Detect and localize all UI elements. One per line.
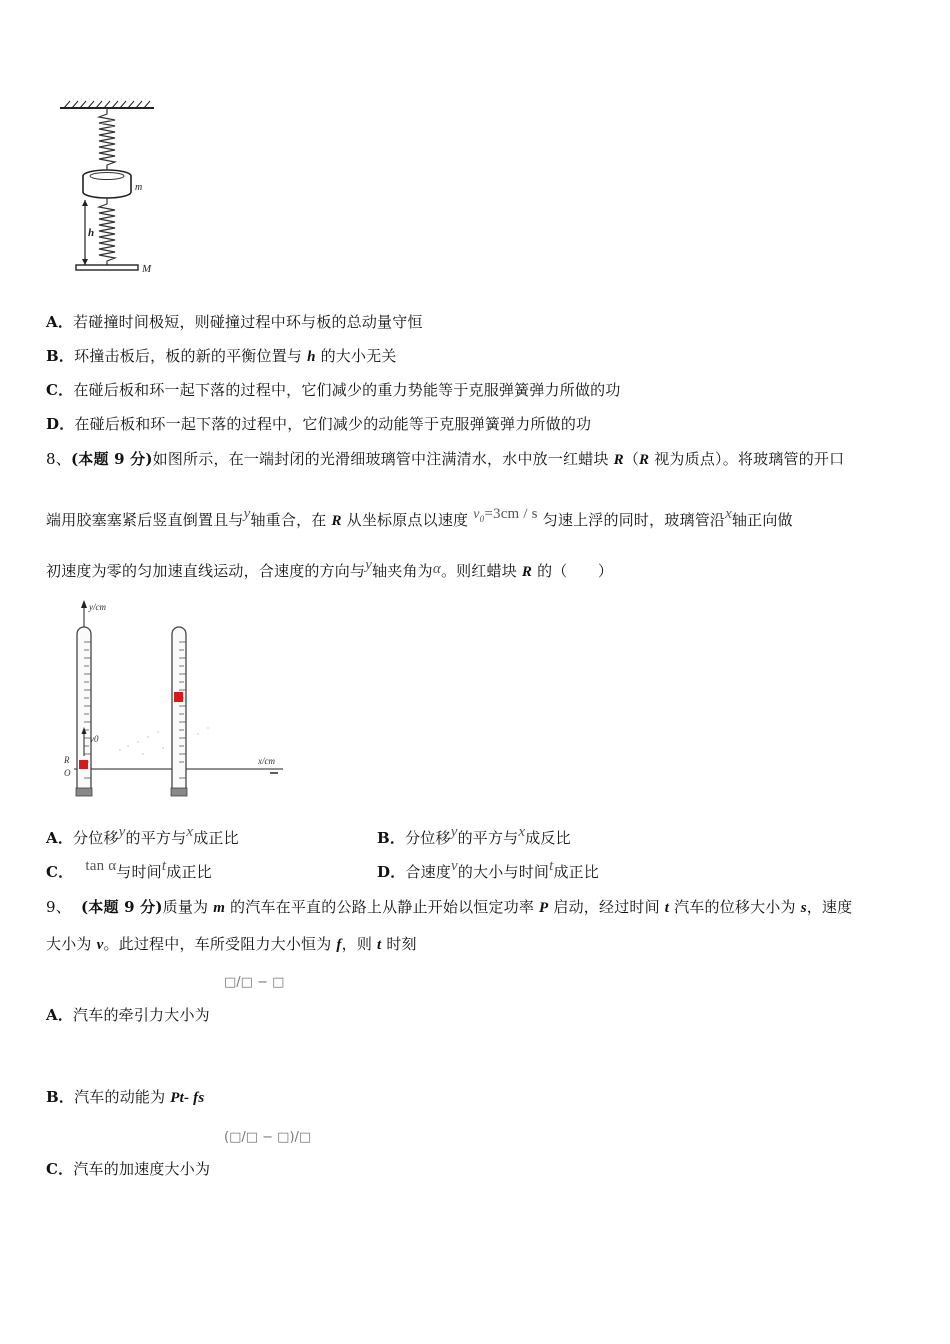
r-label: R <box>64 755 70 765</box>
q9-stem-line1: 9、 (本题 9 分)质量为 m 的汽车在平直的公路上从静止开始以恒定功率 P 启动，经过时间 t 汽车的位移大小为 s，速度 <box>46 898 853 916</box>
y-axis-label: y/cm <box>89 602 106 612</box>
origin-label: O <box>64 768 71 778</box>
q7-option-c: C．在碰后板和环一起下落的过程中，它们减少的重力势能等于克服弹簧弹力所做的功 <box>46 381 621 399</box>
glass-tube-figure <box>58 596 290 800</box>
spring-ring-plate-figure <box>52 100 172 280</box>
q8-option-a: A．分位移y的平方与x成正比 <box>46 824 239 847</box>
q8-option-c: C． tan α与时间t成正比 <box>46 858 212 881</box>
q8-stem-line3: 初速度为零的匀加速直线运动，合速度的方向与y轴夹角为α。则红蜡块 R 的（ ） <box>46 557 614 580</box>
plate-label: M <box>142 263 152 275</box>
q9-option-a: A．汽车的牵引力大小为 <box>46 1006 210 1024</box>
q8-option-b: B．分位移y的平方与x成反比 <box>377 824 571 847</box>
q7-option-a: A．若碰撞时间极短，则碰撞过程中环与板的总动量守恒 <box>46 313 423 331</box>
red-wax-block-initial <box>79 760 88 769</box>
v0-label: v0 <box>90 734 99 744</box>
q7-option-d: D．在碰后板和环一起下落的过程中，它们减少的动能等于克服弹簧弹力所做的功 <box>46 415 592 433</box>
q9-option-c-formula: (□/□ − □)/□ <box>224 1130 312 1145</box>
q9-option-c: C．汽车的加速度大小为 <box>46 1160 211 1178</box>
q8-option-d: D．合速度v的大小与时间t成正比 <box>377 858 600 881</box>
x-axis-label: x/cm <box>258 756 275 766</box>
height-label: h <box>88 227 95 239</box>
q8-stem-line1: 8、(本题 9 分)如图所示，在一端封闭的光滑细玻璃管中注满清水，水中放一红蜡块 R（R 视为质点）。将玻璃管的开口 <box>46 450 845 468</box>
q9-option-a-formula: □/□ − □ <box>224 975 285 990</box>
q9-option-b: B．汽车的动能为 Pt- fs <box>46 1088 205 1106</box>
red-wax-block-later <box>174 692 183 702</box>
mass-label: m <box>135 182 143 193</box>
q9-stem-line2: 大小为 v。此过程中，车所受阻力大小恒为 f，则 t 时刻 <box>46 935 417 953</box>
q8-stem-line2: 端用胶塞塞紧后竖直倒置且与y轴重合，在 R 从坐标原点以速度 $v_0=3cm / s$ 匀速上浮的同时，玻璃管沿x轴正向做 <box>46 506 793 529</box>
q7-option-b: B．环撞击板后，板的新的平衡位置与 h 的大小无关 <box>46 347 397 365</box>
